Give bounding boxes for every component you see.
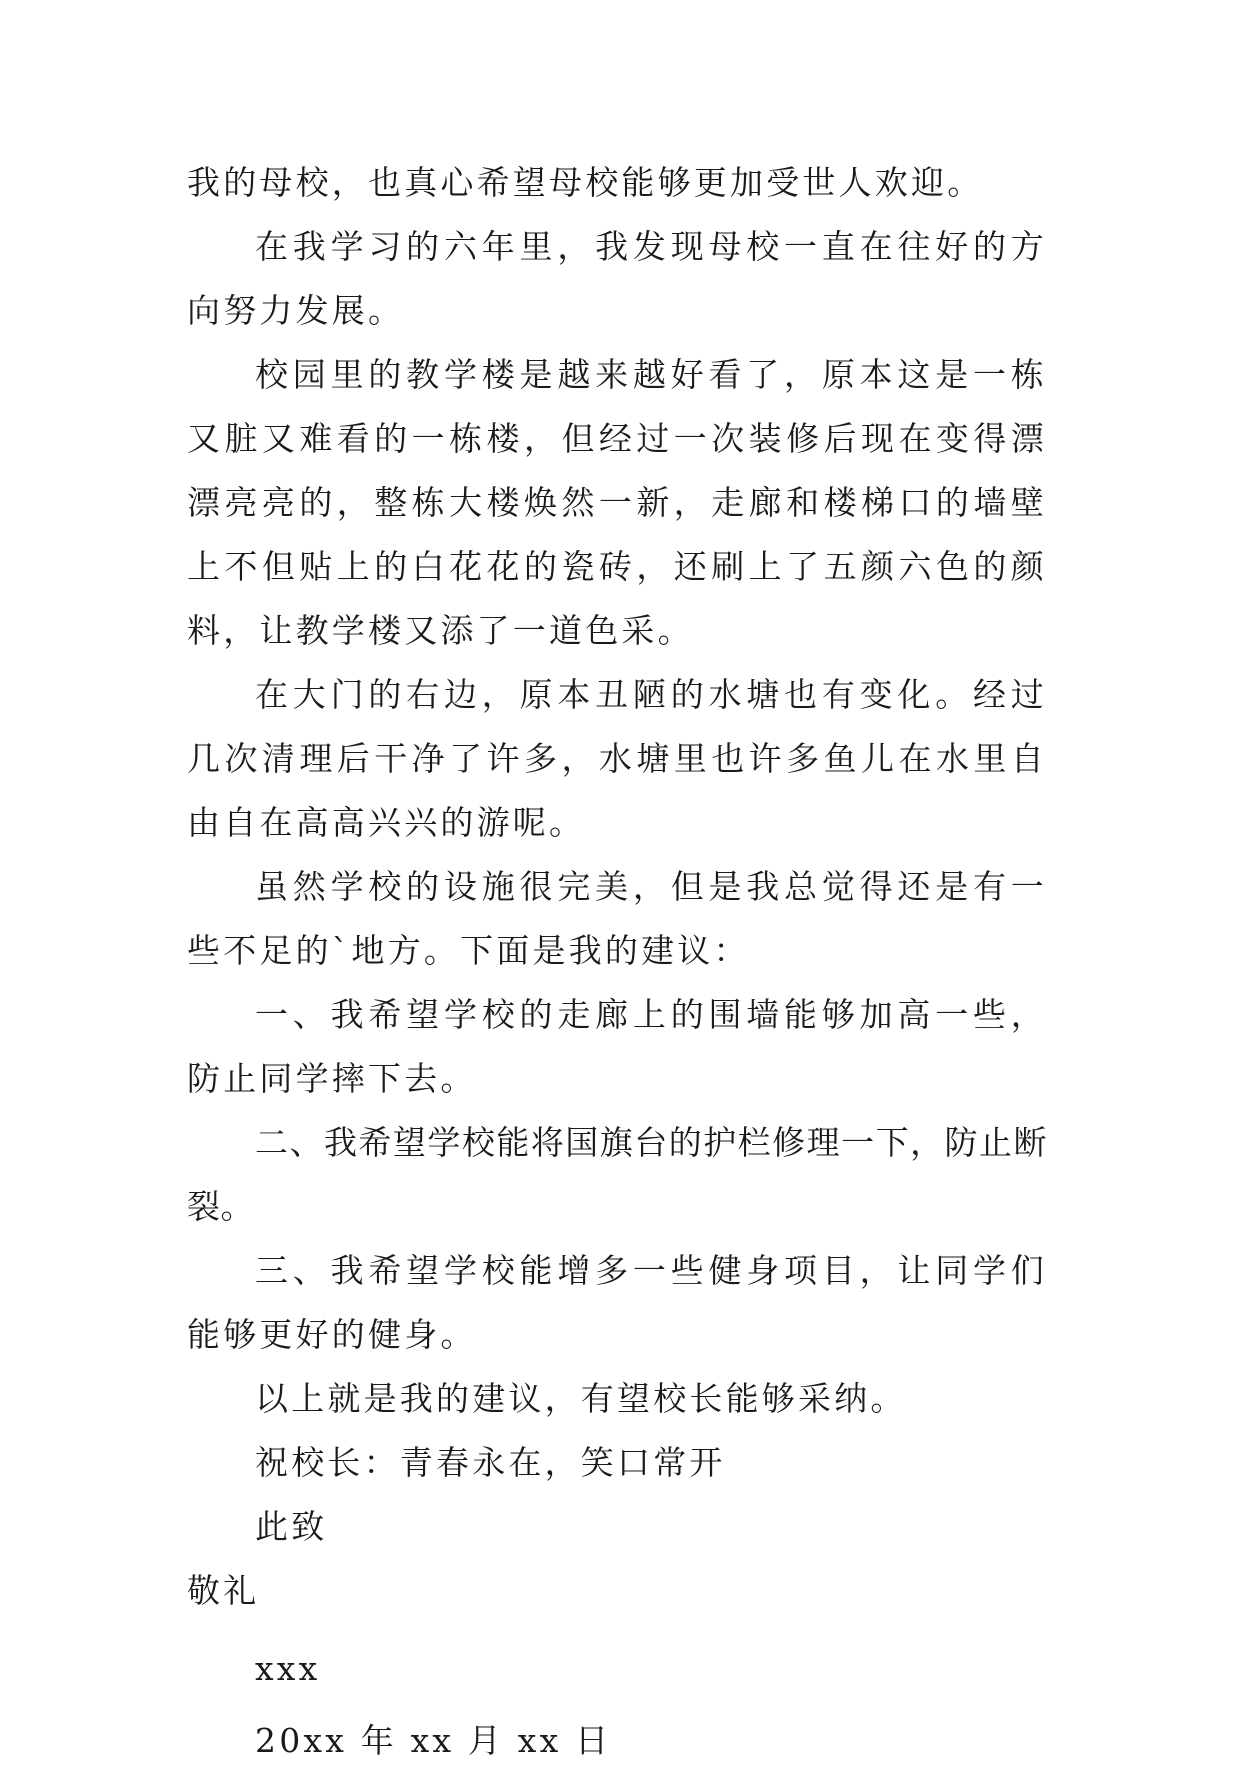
paragraph-conclusion: 以上就是我的建议，有望校长能够采纳。 (255, 1379, 907, 1418)
signature-name: xxx (255, 1649, 321, 1688)
paragraph-six-years: 在我学习的六年里，我发现母校一直在往好的方向努力发展。 (187, 227, 1047, 330)
signature-date: 20xx 年 xx 月 xx 日 (255, 1721, 612, 1760)
blessing-line: 祝校长：青春永在，笑口常开 (255, 1443, 726, 1482)
paragraph-teaching-building: 校园里的教学楼是越来越好看了，原本这是一栋又脏又难看的一栋楼，但经过一次装修后现在变得漂漂亮亮的，整栋大楼焕然一新，走廊和楼梯口的墙壁上不但贴上的白花花的瓷砖，还刷上了五颜六色的颜料，让教学楼又添了一道色采。 (187, 355, 1047, 650)
paragraph-shortcomings: 虽然学校的设施很完美，但是我总觉得还是有一些不足的`地方。下面是我的建议： (187, 867, 1047, 970)
paragraph-continuation: 我的母校，也真心希望母校能够更加受世人欢迎。 (187, 163, 984, 202)
letter-body (187, 151, 1047, 1773)
closing-ci-zhi: 此致 (255, 1507, 328, 1546)
suggestion-two: 二、我希望学校能将国旗台的护栏修理一下，防止断裂。 (187, 1123, 1047, 1226)
suggestion-one: 一、我希望学校的走廊上的围墙能够加高一些，防止同学摔下去。 (187, 995, 1047, 1098)
closing-jing-li: 敬礼 (187, 1571, 260, 1610)
suggestion-three: 三、我希望学校能增多一些健身项目，让同学们能够更好的健身。 (187, 1251, 1047, 1354)
paragraph-pond: 在大门的右边，原本丑陋的水塘也有变化。经过几次清理后干净了许多，水塘里也许多鱼儿在水里自由自在高高兴兴的游呢。 (187, 675, 1047, 842)
